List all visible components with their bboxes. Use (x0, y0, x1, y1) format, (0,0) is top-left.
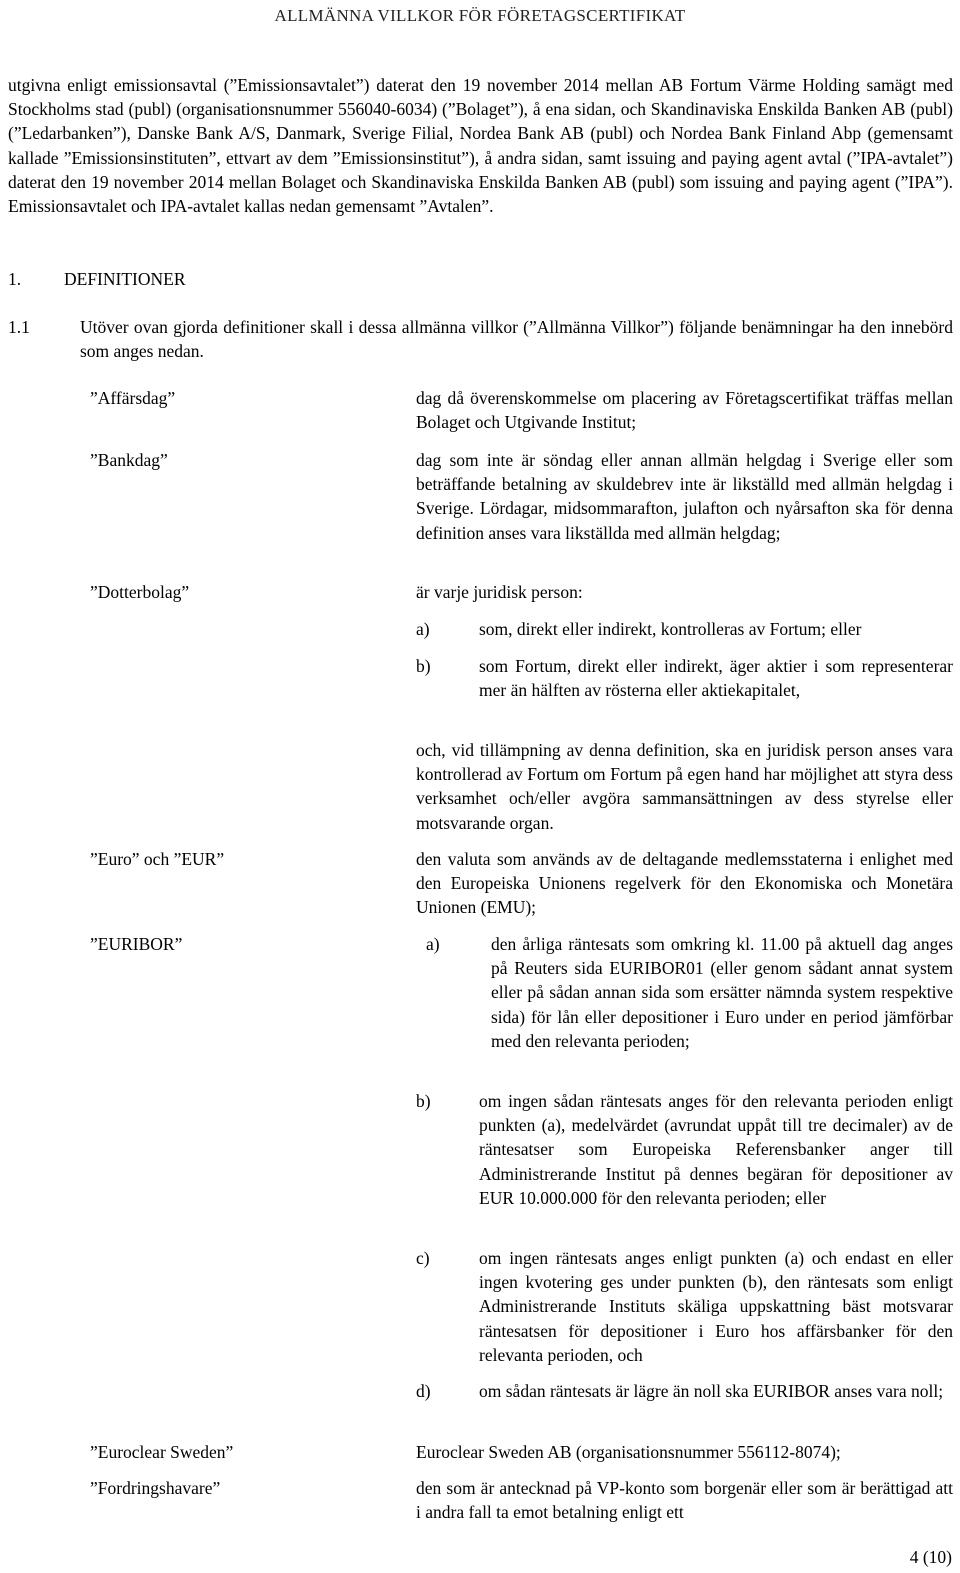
paragraph-number: 1.1 (8, 317, 30, 337)
dotterbolag-item-a (416, 617, 953, 641)
item-text: som Fortum, direkt eller indirekt, äger aktier i som representerar mer än hälften av rösterna eller aktiekapitalet, (479, 656, 953, 701)
term-euroclear: ”Euroclear Sweden” (90, 1442, 234, 1462)
definition-euroclear: Euroclear Sweden AB (organisationsnummer 556112-8074); (416, 1442, 841, 1462)
section-title: DEFINITIONER (64, 269, 186, 289)
item-label: a) (416, 619, 430, 639)
term-affarsdag: ”Affärsdag” (90, 388, 176, 408)
euribor-item-c (416, 1246, 953, 1367)
definition-affarsdag: dag då överenskommelse om placering av Företagscertifikat träffas mellan Bolaget och Utgivande Institut; (416, 388, 953, 433)
page-number: 4 (10) (909, 1547, 952, 1567)
euribor-item-b (416, 1089, 953, 1210)
intro-paragraph: utgivna enligt emissionsavtal (”Emissionsavtalet”) daterat den 19 november 2014 mellan AB Fortum Värme Holding samägt med Stockholms stad (publ) (organisationsnummer 556040-6034) (”Bolaget”), å ena sidan, och Skandinaviska Enskilda Banken AB (publ) (”Ledarbanken”), Danske Bank A/S, Danmark, Sverige Filial, Nordea Bank AB (publ) och Nordea Bank Finland Abp (gemensamt kallade ”Emissionsinstituten”, ettvart av dem ”Emissionsinstitut”), å andra sidan, samt issuing and paying agent avtal (”IPA-avtalet”) daterat den 19 november 2014 mellan Bolaget och Skandinaviska Enskilda Banken AB (publ) som issuing and paying agent (”IPA”). Emissionsavtalet och IPA-avtalet kallas nedan gemensamt ”Avtalen”. (8, 75, 953, 217)
item-label: b) (416, 1091, 431, 1111)
definition-fordringshavare: den som är antecknad på VP-konto som borgenär eller som är berättigad att i andra fall ta emot betalning enligt ett (416, 1478, 953, 1523)
paragraph-1-1 (8, 315, 953, 363)
item-text: om ingen sådan räntesats anges för den relevanta perioden enligt punkten (a), medelvärdet (avrundat uppåt till tre decimaler) av de räntesatser som Europeiska Referensbanker anger till Administrerande Institut på dennes begäran för depositioner av EUR 10.000.000 för den relevanta perioden; eller (479, 1091, 953, 1208)
term-euro: ”Euro” och ”EUR” (90, 849, 225, 869)
definition-dotterbolag: är varje juridisk person: (416, 582, 583, 602)
term-bankdag: ”Bankdag” (90, 450, 168, 470)
definition-bankdag: dag som inte är söndag eller annan allmän helgdag i Sverige eller som beträffande betalning av skuldebrev inte är likställd med allmän helgdag i Sverige. Lördagar, midsommarafton, julafton och nyårsafton ska för denna definition anses vara likställda med allmän helgdag; (416, 450, 953, 543)
term-euribor: ”EURIBOR” (90, 934, 183, 954)
page-header: ALLMÄNNA VILLKOR FÖR FÖRETAGSCERTIFIKAT (274, 6, 686, 25)
section-number: 1. (8, 269, 22, 289)
term-fordringshavare: ”Fordringshavare” (90, 1478, 221, 1498)
dotterbolag-after-text: och, vid tillämpning av denna definition, ska en juridisk person anses vara kontrollerad av Fortum om Fortum på egen hand har möjlighet att styra dess verksamhet och/eller avgöra sammansättningen av dess styrelse eller motsvarande organ. (416, 740, 953, 833)
item-text: om sådan räntesats är lägre än noll ska EURIBOR anses vara noll; (479, 1381, 944, 1401)
item-text: om ingen räntesats anges enligt punkten (a) och endast en eller ingen kvotering ges under punkten (b), den räntesats som enligt Administrerande Instituts skäliga uppskattning bäst motsvarar räntesatsen för depositioner i Euro hos affärsbanker för den relevanta perioden, och (479, 1248, 953, 1365)
euribor-item-a (416, 932, 953, 1053)
item-label: a) (426, 934, 440, 954)
item-text: som, direkt eller indirekt, kontrolleras av Fortum; eller (479, 619, 862, 639)
item-label: c) (416, 1248, 430, 1268)
definition-euro: den valuta som används av de deltagande medlemsstaterna i enlighet med den Europeiska Unionens regelverk för den Ekonomiska och Monetära Unionen (EMU); (416, 849, 953, 918)
paragraph-text: Utöver ovan gjorda definitioner skall i dessa allmänna villkor (”Allmänna Villkor”) följande benämningar ha den innebörd som anges nedan. (80, 317, 953, 362)
item-label: b) (416, 656, 431, 676)
term-dotterbolag: ”Dotterbolag” (90, 582, 190, 602)
section-heading (8, 267, 186, 291)
item-text: den årliga räntesats som omkring kl. 11.00 på aktuell dag anges på Reuters sida EURIBOR01 (eller genom sådant annat system eller på sådan annan sida som ersätter nämnda system respektive sida) för lån eller depositioner i Euro under en period jämförbar med den relevanta perioden; (491, 934, 953, 1051)
euribor-item-d (416, 1379, 953, 1403)
item-label: d) (416, 1381, 431, 1401)
dotterbolag-item-b (416, 654, 953, 702)
